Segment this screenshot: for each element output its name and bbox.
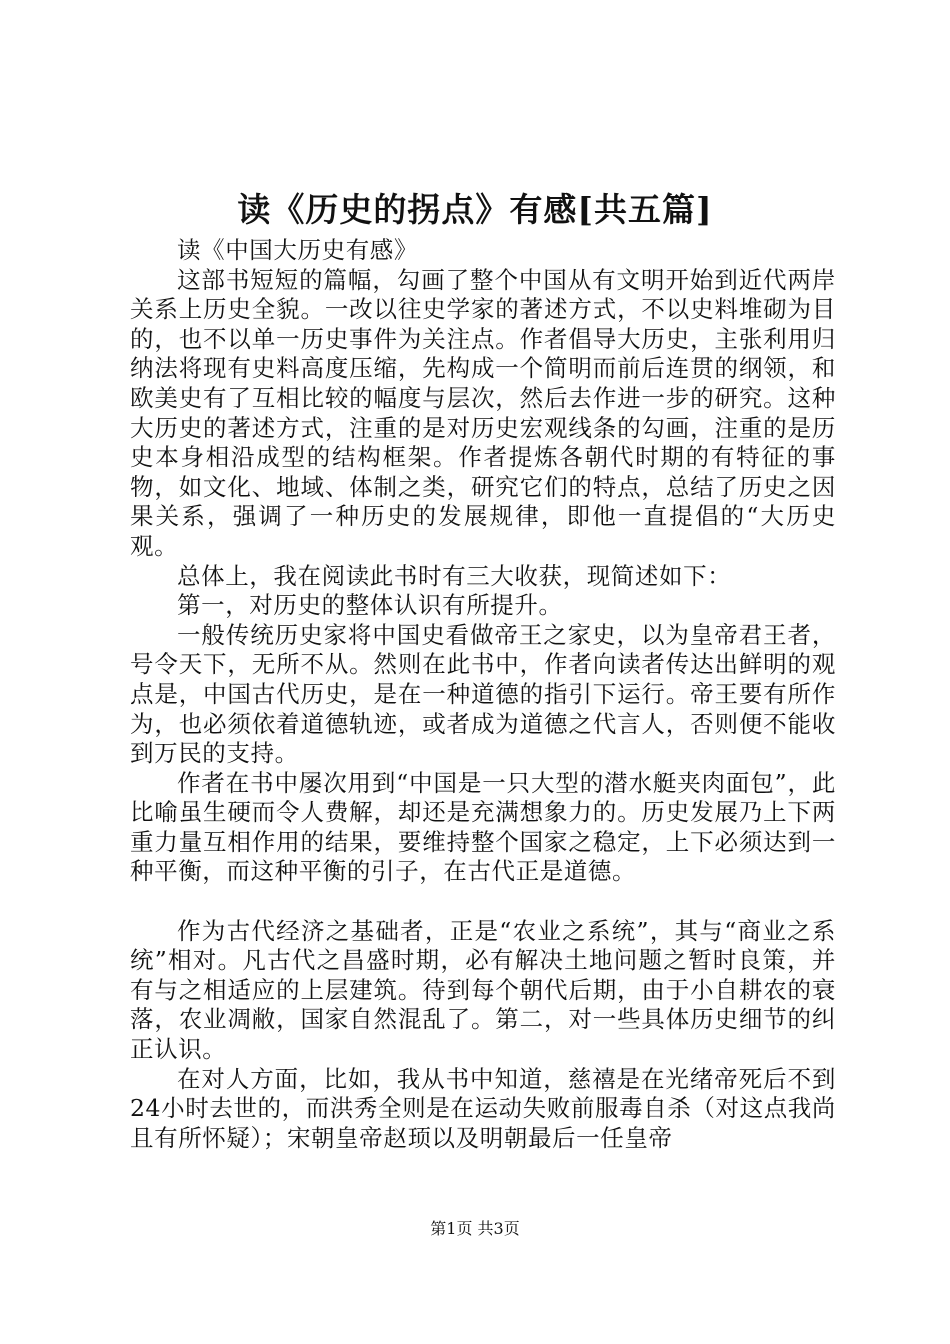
paragraph: 总体上，我在阅读此书时有三大收获，现简述如下： (177, 561, 732, 590)
paragraph: 这部书短短的篇幅，勾画了整个中国从有文明开始到近代两岸关系上历史全貌。一改以往史学家的著述方式，不以史料堆砌为目的，也不以单一历史事件为关注点。作者倡导大历史，主张利用归纳法将现有史料高度压缩，先构成一个简明而前后连贯的纲领，和欧美史有了互相比较的幅度与层次，然后去作进一步的研究。这种大历史的著述方式，注重的是对历史宏观线条的勾画，注重的是历史本身相沿成型的结构框架。作者提炼各朝代时期的有特征的事物，如文化、地域、体制之类，研究它们的特点，总结了历史之因果关系，强调了一种历史的发展规律，即他一直提倡的“大历史观。 (130, 265, 836, 560)
document-body (130, 236, 836, 1153)
document-title: 读《历史的拐点》有感[共五篇] (237, 190, 713, 229)
paragraph: 作者在书中屡次用到“中国是一只大型的潜水艇夹肉面包”，此比喻虽生硬而令人费解，却还是充满想象力的。历史发展乃上下两重力量互相作用的结果，要维持整个国家之稳定，上下必须达到一种平衡，而这种平衡的引子，在古代正是道德。 (130, 768, 836, 886)
paragraph-book-heading: 读《中国大历史有感》 (177, 236, 418, 264)
page-footer: 第1页 共3页 (430, 1219, 520, 1238)
paragraph: 作为古代经济之基础者，正是“农业之系统”，其与“商业之系统”相对。凡古代之昌盛时期，必有解决土地问题之暂时良策，并有与之相适应的上层建筑。待到每个朝代后期，由于小自耕农的衰落，农业凋敝，国家自然混乱了。第二，对一些具体历史细节的纠正认识。 (130, 916, 836, 1064)
paragraph: 第一，对历史的整体认识有所提升。 (177, 591, 563, 620)
paragraph: 在对人方面，比如，我从书中知道，慈禧是在光绪帝死后不到24小时去世的，而洪秀全则是在运动失败前服毒自杀（对这点我尚且有所怀疑）；宋朝皇帝赵顼以及明朝最后一任皇帝 (130, 1064, 836, 1152)
paragraph: 一般传统历史家将中国史看做帝王之家史，以为皇帝君王者，号令天下，无所不从。然则在此书中，作者向读者传达出鲜明的观点是，中国古代历史，是在一种道德的指引下运行。帝王要有所作为，也必须依着道德轨迹，或者成为道德之代言人，否则便不能收到万民的支持。 (130, 620, 836, 768)
